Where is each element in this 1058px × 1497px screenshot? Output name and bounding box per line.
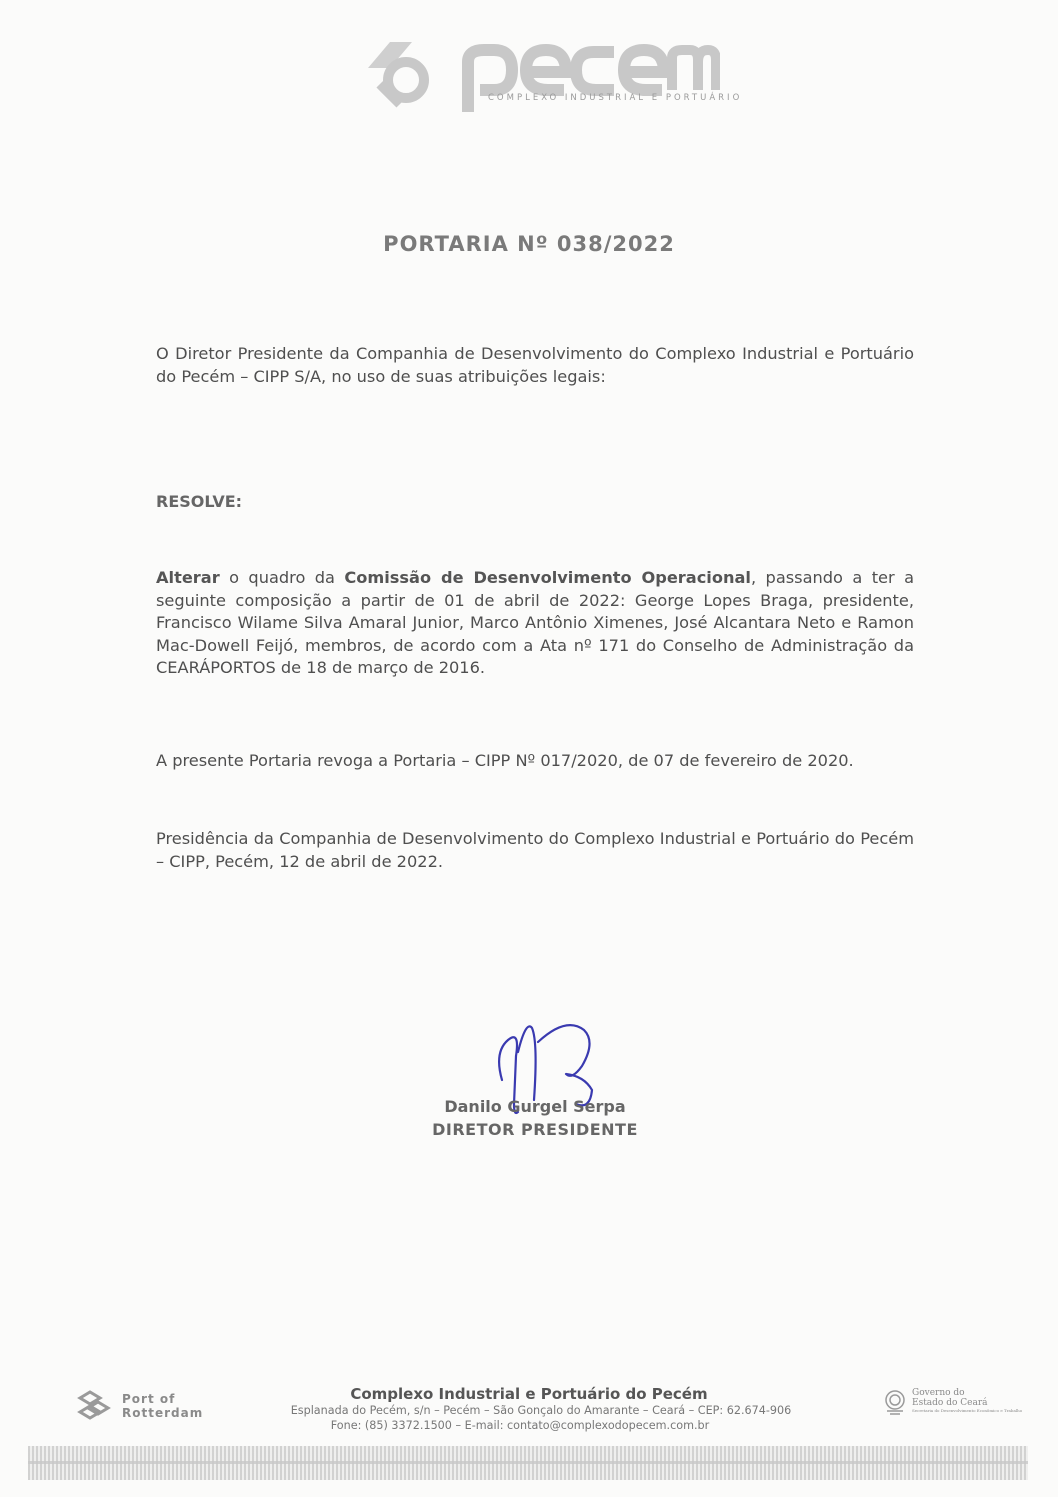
- footer-org-name: Complexo Industrial e Portuário do Pecém: [350, 1385, 708, 1403]
- footer-band-line: [28, 1461, 1028, 1464]
- gov-small-text: Secretaria do Desenvolvimento Econômico e Trabalho: [912, 1408, 1023, 1413]
- signer-role: DIRETOR PRESIDENTE: [432, 1120, 638, 1139]
- resolution-text-1: o quadro da: [219, 568, 345, 587]
- partner-line-1: Port of: [122, 1392, 176, 1406]
- footer-contact: Fone: (85) 3372.1500 – E-mail: contato@complexodopecem.com.br: [330, 1419, 710, 1432]
- document-title: PORTARIA Nº 038/2022: [383, 232, 675, 256]
- signer-name: Danilo Gurgel Serpa: [444, 1097, 626, 1116]
- intro-paragraph: O Diretor Presidente da Companhia de Desenvolvimento do Complexo Industrial e Portuário do Pecém – CIPP S/A, no uso de suas atribuições legais:: [156, 344, 914, 386]
- closing-paragraph: Presidência da Companhia de Desenvolvimento do Complexo Industrial e Portuário do Pecém – CIPP, Pecém, 12 de abril de 2022.: [156, 829, 914, 871]
- commission-name: Comissão de Desenvolvimento Operacional: [344, 568, 751, 587]
- resolution-text-2: , passando a ter a seguinte composição a partir de 01 de abril de 2022: George Lopes Braga, presidente, Francisco Wilame Silva Amaral Junior, Marco Antônio Ximenes, José Alcantara Neto e Ramon Mac-Dowell Feijó, membros, de acordo com a Ata nº 171 do Conselho de Administração da CEARÁPORTOS de 18 de março de 2016.: [156, 568, 914, 677]
- resolve-heading: RESOLVE:: [156, 492, 243, 511]
- resolution-verb: Alterar: [156, 568, 220, 587]
- logo-tagline: COMPLEXO INDUSTRIAL E PORTUÁRIO: [488, 93, 743, 103]
- pecem-logo: [360, 28, 720, 118]
- gov-line-2: Estado do Ceará: [912, 1398, 988, 1408]
- government-text: [912, 1388, 1022, 1413]
- government-emblem-icon: [882, 1386, 908, 1416]
- footer-address: Esplanada do Pecém, s/n – Pecém – São Gonçalo do Amarante – Ceará – CEP: 62.674-906: [290, 1404, 792, 1417]
- revocation-paragraph: A presente Portaria revoga a Portaria – CIPP Nº 017/2020, de 07 de fevereiro de 2020.: [156, 751, 854, 770]
- resolution-paragraph: [156, 567, 914, 680]
- gov-line-1: Governo do: [912, 1388, 965, 1398]
- partner-line-2: Rotterdam: [122, 1406, 204, 1420]
